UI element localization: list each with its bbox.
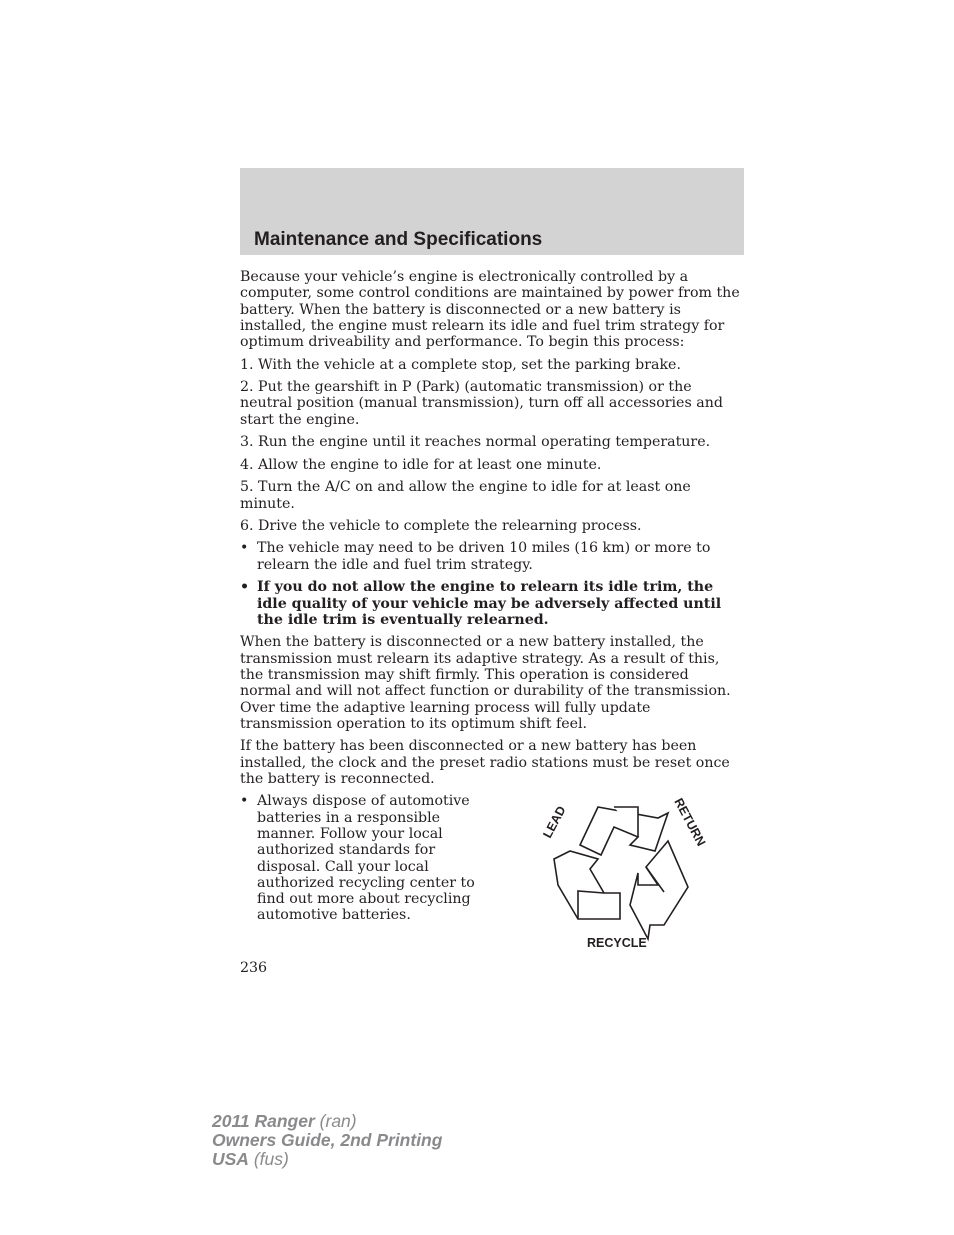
disposal-section bbox=[240, 793, 744, 953]
footer-model: 2011 Ranger bbox=[212, 1111, 315, 1131]
recycle-label-lead: LEAD bbox=[540, 804, 569, 841]
step-item: 5. Turn the A/C on and allow the engine to idle for at least one minute. bbox=[240, 479, 691, 512]
bullet-dot: • bbox=[240, 793, 249, 810]
bullet-item-warning bbox=[240, 579, 744, 628]
recycle-label-return: RETURN bbox=[671, 796, 709, 849]
bullet-text: If you do not allow the engine to relearn its idle trim, the idle quality of your vehicle may be adversely affected until the idle trim is eventually relearned. bbox=[257, 579, 722, 628]
bullet-dot: • bbox=[240, 579, 250, 596]
footer-line-printing: Owners Guide, 2nd Printing bbox=[212, 1130, 443, 1150]
page-body bbox=[240, 269, 744, 953]
clock-radio-paragraph: If the battery has been disconnected or a new battery has been installed, the clock and the preset radio stations must be reset once the battery is reconnected. bbox=[240, 738, 730, 787]
step-item: 1. With the vehicle at a complete stop, set the parking brake. bbox=[240, 356, 681, 373]
recycle-label-recycle: RECYCLE bbox=[587, 936, 647, 950]
bullet-text: The vehicle may need to be driven 10 miles (16 km) or more to relearn the idle and fuel trim strategy. bbox=[257, 540, 711, 573]
section-title: Maintenance and Specifications bbox=[254, 229, 543, 250]
intro-paragraph: Because your vehicle’s engine is electronically controlled by a computer, some control conditions are maintained by power from the battery. When the battery is disconnected or a new battery is installed, the engine must relearn its idle and fuel trim strategy for optimum driveability and performance. To begin this process: bbox=[240, 269, 740, 351]
step-item: 3. Run the engine until it reaches normal operating temperature. bbox=[240, 434, 711, 451]
step-item: 6. Drive the vehicle to complete the relearning process. bbox=[240, 517, 642, 534]
step-item: 2. Put the gearshift in P (Park) (automatic transmission) or the neutral position (manual transmission), turn off all accessories and start the engine. bbox=[240, 379, 723, 428]
footer-market: USA bbox=[212, 1149, 249, 1169]
bullet-text: Always dispose of automotive batteries in a responsible manner. Follow your local authorized standards for disposal. Call your local authorized recycling center to find out more about recycling automotive batteries. bbox=[257, 793, 475, 924]
footer-market-code: (fus) bbox=[248, 1149, 289, 1169]
page-number: 236 bbox=[240, 960, 268, 976]
footer-imprint bbox=[212, 1112, 442, 1169]
bullet-dot: • bbox=[240, 540, 249, 557]
recycle-symbol-icon bbox=[532, 787, 712, 949]
section-header-band bbox=[240, 168, 744, 255]
bullet-item bbox=[240, 793, 502, 923]
transmission-paragraph: When the battery is disconnected or a new battery installed, the transmission must relearn its adaptive strategy. As a result of this, the transmission may shift firmly. This operation is considered normal and will not affect function or durability of the transmission. Over time the adaptive learning process will fully update transmission operation to its optimum shift feel. bbox=[240, 634, 731, 732]
footer-line-model bbox=[212, 1112, 442, 1131]
step-item: 4. Allow the engine to idle for at least one minute. bbox=[240, 456, 602, 473]
recycle-arrow-right bbox=[630, 841, 688, 939]
footer-model-code: (ran) bbox=[314, 1111, 357, 1131]
footer-line-market bbox=[212, 1150, 442, 1169]
bullet-item bbox=[240, 540, 744, 573]
